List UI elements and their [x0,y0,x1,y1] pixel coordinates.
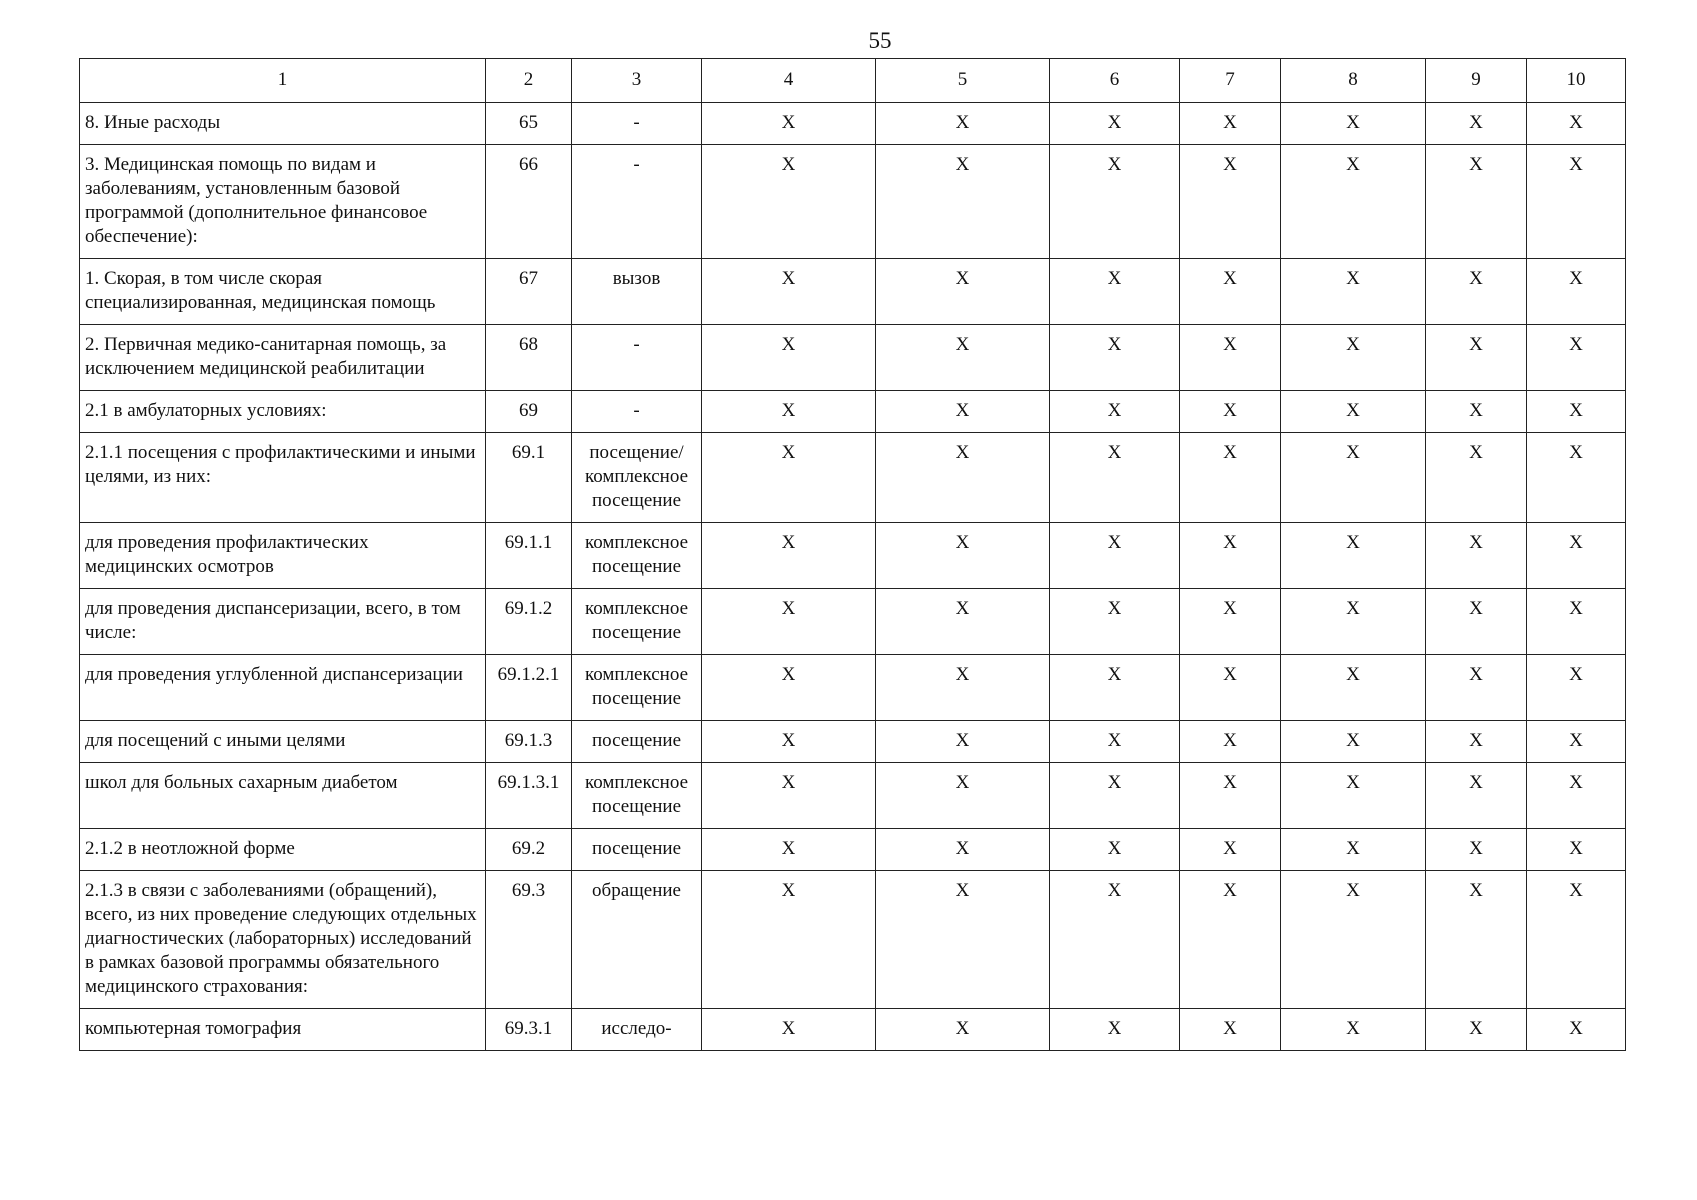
cell-col-7: X [1180,325,1281,391]
cell-col-4: X [702,589,876,655]
cell-col-6: X [1050,589,1180,655]
cell-unit: обращение [572,871,702,1009]
cell-col-7: X [1180,871,1281,1009]
cell-row-name: для проведения диспансеризации, всего, в том числе: [80,589,486,655]
cell-col-6: X [1050,523,1180,589]
column-header: 9 [1426,59,1527,103]
cell-col-6: X [1050,145,1180,259]
cell-row-name: 2.1.2 в неотложной форме [80,829,486,871]
cell-col-8: X [1281,763,1426,829]
cell-col-8: X [1281,259,1426,325]
cell-col-6: X [1050,433,1180,523]
cell-col-4: X [702,871,876,1009]
cell-row-code: 69.1.3.1 [486,763,572,829]
table-row [80,655,1626,721]
cell-unit: - [572,145,702,259]
column-header: 3 [572,59,702,103]
cell-col-7: X [1180,589,1281,655]
table-row [80,1009,1626,1051]
cell-col-4: X [702,763,876,829]
cell-col-9: X [1426,103,1527,145]
cell-row-code: 69.1.3 [486,721,572,763]
cell-col-4: X [702,103,876,145]
cell-col-5: X [876,655,1050,721]
cell-row-code: 69.1.1 [486,523,572,589]
cell-col-4: X [702,433,876,523]
cell-row-name: 2.1.3 в связи с заболеваниями (обращений), всего, из них проведение следующих отдельных диагностических (лабораторных) исследований в рамках базовой программы обязательного медицинского страхования: [80,871,486,1009]
cell-col-5: X [876,721,1050,763]
cell-col-4: X [702,145,876,259]
cell-col-5: X [876,433,1050,523]
cell-col-6: X [1050,1009,1180,1051]
cell-col-10: X [1527,871,1626,1009]
cell-unit: - [572,103,702,145]
cell-row-name: 3. Медицинская помощь по видам и заболеваниям, установленным базовой программой (дополнительное финансовое обеспечение): [80,145,486,259]
cell-row-name: для посещений с иными целями [80,721,486,763]
cell-col-7: X [1180,259,1281,325]
cell-col-7: X [1180,433,1281,523]
cell-col-7: X [1180,1009,1281,1051]
cell-col-6: X [1050,103,1180,145]
cell-row-name: для проведения углубленной диспансеризации [80,655,486,721]
cell-col-10: X [1527,433,1626,523]
cell-col-9: X [1426,655,1527,721]
cell-col-8: X [1281,655,1426,721]
cell-col-8: X [1281,829,1426,871]
cell-row-code: 69.1.2.1 [486,655,572,721]
column-header: 5 [876,59,1050,103]
cell-col-9: X [1426,589,1527,655]
column-header: 2 [486,59,572,103]
cell-col-5: X [876,103,1050,145]
table-row [80,763,1626,829]
cell-col-7: X [1180,391,1281,433]
cell-unit: комплексное посещение [572,523,702,589]
cell-col-7: X [1180,523,1281,589]
cell-row-name: 8. Иные расходы [80,103,486,145]
cell-col-9: X [1426,721,1527,763]
table-row [80,871,1626,1009]
table-body [80,103,1626,1051]
cell-col-6: X [1050,829,1180,871]
cell-row-code: 69 [486,391,572,433]
cell-col-9: X [1426,829,1527,871]
cell-col-5: X [876,589,1050,655]
cell-col-4: X [702,259,876,325]
cell-col-8: X [1281,433,1426,523]
column-header: 8 [1281,59,1426,103]
cell-col-4: X [702,325,876,391]
cell-col-5: X [876,325,1050,391]
table-row [80,391,1626,433]
column-header: 1 [80,59,486,103]
table-row [80,433,1626,523]
cell-col-5: X [876,145,1050,259]
cell-col-10: X [1527,103,1626,145]
cell-col-8: X [1281,523,1426,589]
cell-row-code: 67 [486,259,572,325]
cell-col-10: X [1527,721,1626,763]
cell-col-10: X [1527,523,1626,589]
cell-col-7: X [1180,103,1281,145]
column-header: 4 [702,59,876,103]
cell-col-7: X [1180,721,1281,763]
cell-col-6: X [1050,721,1180,763]
cell-col-6: X [1050,655,1180,721]
cell-col-5: X [876,1009,1050,1051]
header-row [80,59,1626,103]
cell-col-9: X [1426,391,1527,433]
cell-col-5: X [876,391,1050,433]
table-row [80,103,1626,145]
cell-col-4: X [702,721,876,763]
cell-col-7: X [1180,655,1281,721]
cell-col-6: X [1050,871,1180,1009]
table-row [80,721,1626,763]
cell-col-9: X [1426,763,1527,829]
cell-col-8: X [1281,589,1426,655]
cell-unit: исследо- [572,1009,702,1051]
cell-unit: вызов [572,259,702,325]
cell-col-5: X [876,763,1050,829]
cell-col-10: X [1527,391,1626,433]
cell-row-code: 66 [486,145,572,259]
cell-col-6: X [1050,259,1180,325]
cell-unit: - [572,391,702,433]
cell-row-code: 69.3.1 [486,1009,572,1051]
cell-col-4: X [702,523,876,589]
cell-col-9: X [1426,145,1527,259]
cell-col-8: X [1281,325,1426,391]
cell-col-10: X [1527,763,1626,829]
cell-col-9: X [1426,325,1527,391]
cell-col-10: X [1527,259,1626,325]
cell-col-4: X [702,829,876,871]
cell-col-10: X [1527,829,1626,871]
cell-row-name: для проведения профилактических медицинских осмотров [80,523,486,589]
cell-col-4: X [702,1009,876,1051]
cell-row-name: 1. Скорая, в том числе скорая специализированная, медицинская помощь [80,259,486,325]
table-row [80,589,1626,655]
cell-col-10: X [1527,145,1626,259]
column-header: 7 [1180,59,1281,103]
cell-col-5: X [876,829,1050,871]
financing-table [79,58,1626,1051]
cell-col-7: X [1180,829,1281,871]
cell-col-9: X [1426,871,1527,1009]
cell-col-9: X [1426,1009,1527,1051]
cell-col-6: X [1050,325,1180,391]
cell-col-8: X [1281,721,1426,763]
cell-row-code: 69.2 [486,829,572,871]
cell-row-name: 2.1.1 посещения с профилактическими и иными целями, из них: [80,433,486,523]
cell-row-code: 69.1 [486,433,572,523]
table-row [80,325,1626,391]
cell-col-6: X [1050,763,1180,829]
cell-col-8: X [1281,871,1426,1009]
cell-row-name: 2.1 в амбулаторных условиях: [80,391,486,433]
table-row [80,259,1626,325]
cell-col-4: X [702,391,876,433]
cell-col-4: X [702,655,876,721]
column-header: 6 [1050,59,1180,103]
cell-col-6: X [1050,391,1180,433]
cell-col-9: X [1426,523,1527,589]
cell-unit: посещение [572,721,702,763]
cell-col-8: X [1281,391,1426,433]
cell-col-7: X [1180,145,1281,259]
cell-row-code: 69.3 [486,871,572,1009]
cell-col-10: X [1527,589,1626,655]
cell-col-10: X [1527,325,1626,391]
cell-unit: комплексное посещение [572,589,702,655]
cell-col-10: X [1527,655,1626,721]
cell-unit: комплексное посещение [572,655,702,721]
cell-row-name: компьютерная томография [80,1009,486,1051]
table-row [80,829,1626,871]
cell-col-8: X [1281,103,1426,145]
cell-col-9: X [1426,259,1527,325]
cell-col-5: X [876,259,1050,325]
cell-col-8: X [1281,145,1426,259]
cell-col-9: X [1426,433,1527,523]
cell-col-5: X [876,871,1050,1009]
cell-col-5: X [876,523,1050,589]
table-row [80,145,1626,259]
page-number: 55 [868,28,892,53]
cell-unit: посещение [572,829,702,871]
column-header: 10 [1527,59,1626,103]
cell-unit: комплексное посещение [572,763,702,829]
cell-row-name: школ для больных сахарным диабетом [80,763,486,829]
cell-row-name: 2. Первичная медико-санитарная помощь, за исключением медицинской реабилитации [80,325,486,391]
cell-row-code: 65 [486,103,572,145]
cell-col-7: X [1180,763,1281,829]
cell-col-10: X [1527,1009,1626,1051]
cell-unit: посещение/ комплексное посещение [572,433,702,523]
cell-row-code: 68 [486,325,572,391]
cell-unit: - [572,325,702,391]
cell-row-code: 69.1.2 [486,589,572,655]
cell-col-8: X [1281,1009,1426,1051]
table-row [80,523,1626,589]
